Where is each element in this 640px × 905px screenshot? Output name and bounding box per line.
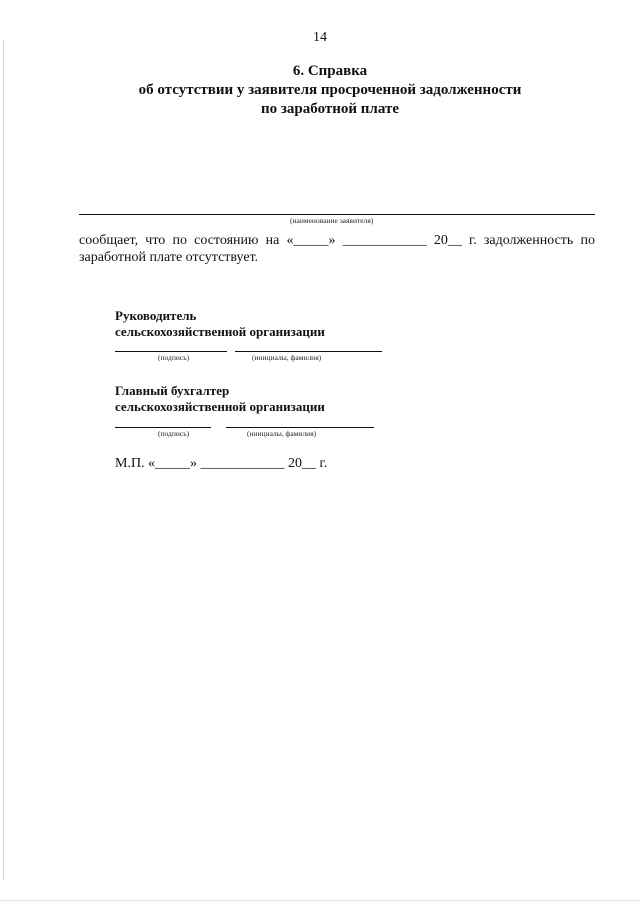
body-word: по <box>172 233 187 248</box>
head-title-line-1: Руководитель <box>115 308 197 323</box>
accountant-name-caption: (инициалы, фамилия) <box>247 429 317 438</box>
title-line-3: по заработной плате <box>261 101 399 117</box>
head-signature-line <box>115 351 227 352</box>
accountant-title-line-1: Главный бухгалтер <box>115 383 230 398</box>
body-word: задолженность <box>483 233 574 248</box>
head-signature-caption: (подпись) <box>158 353 190 362</box>
accountant-signature-line <box>115 427 211 428</box>
body-word: г. <box>469 233 477 248</box>
year-blank: 20__ <box>433 233 462 248</box>
accountant-signatory-title <box>115 383 325 415</box>
body-word: состоянию <box>194 233 259 248</box>
body-word: по <box>580 233 595 248</box>
body-word: на <box>265 233 280 248</box>
body-paragraph <box>79 232 595 266</box>
body-line-1 <box>79 232 595 249</box>
day-blank: «_____» <box>286 233 336 248</box>
head-title-line-2: сельскохозяйственной организации <box>115 324 325 339</box>
page-number: 14 <box>313 30 327 45</box>
applicant-caption: (наименование заявителя) <box>290 216 374 225</box>
scan-edge-bottom <box>0 900 640 901</box>
document-title <box>60 62 600 119</box>
body-line-2: заработной плате отсутствует. <box>79 250 259 265</box>
head-name-caption: (инициалы, фамилия) <box>252 353 322 362</box>
scan-edge-left <box>3 40 4 880</box>
accountant-signature-caption: (подпись) <box>158 429 190 438</box>
accountant-title-line-2: сельскохозяйственной организации <box>115 399 325 414</box>
title-line-2: об отсутствии у заявителя просроченной задолженности <box>138 82 522 98</box>
stamp-date-line: М.П. «_____» ____________ 20__ г. <box>115 456 328 471</box>
applicant-name-line <box>79 214 595 215</box>
head-name-line <box>235 351 382 352</box>
body-word: сообщает, <box>79 233 139 248</box>
head-signatory-title <box>115 308 325 340</box>
month-blank: ____________ <box>342 233 427 248</box>
body-word: что <box>145 233 166 248</box>
accountant-name-line <box>226 427 374 428</box>
title-line-1: 6. Справка <box>292 63 368 79</box>
